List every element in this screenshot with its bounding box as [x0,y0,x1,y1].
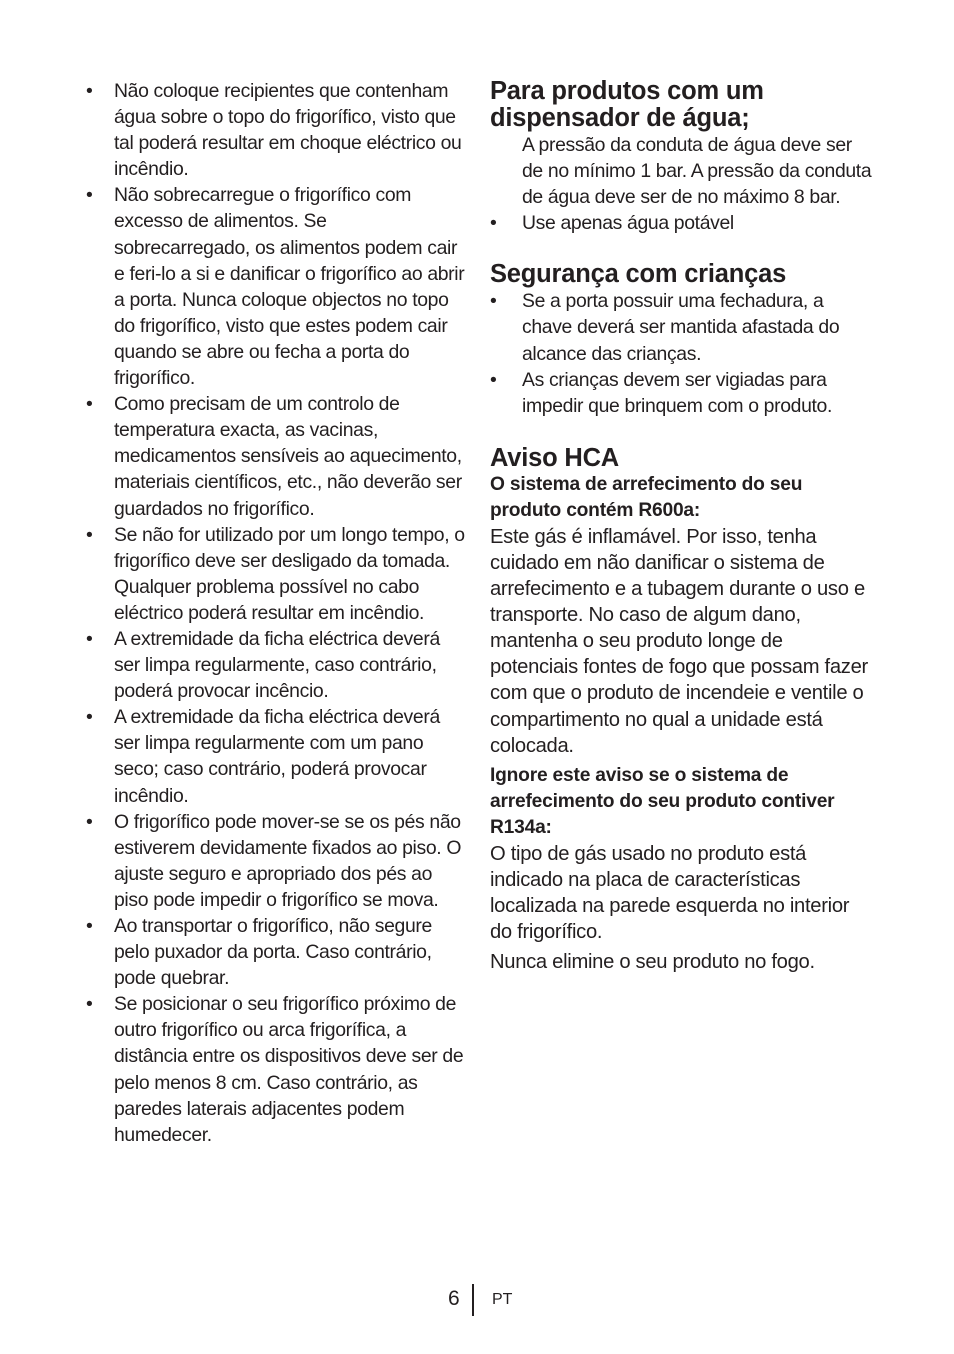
bullet-icon: • [86,184,93,207]
list-item: • A extremidade da ficha eléctrica deverá ser limpa regularmente, caso contrário, poderá provocar incêncio. [86,627,440,703]
water-dispenser-heading: Para produtos com um dispensador de água; [490,77,764,132]
r134a-notice: Ignore este aviso se o sistema de arrefecimento do seu produto contiver R134a: [490,764,835,838]
list-item: • Ao transportar o frigorífico, não segure pelo puxador da porta. Caso contrário, pode quebrar. [86,915,432,990]
child-safety-section [490,261,875,418]
list-item: • Se posicionar o seu frigorífico próximo de outro frigorífico ou arca frigorífica, a distância entre os dispositivos deve ser de pelo menos 8 cm. Caso contrário, as paredes laterais adjacentes podem humedecer. [86,993,464,1146]
left-column [86,78,466,1148]
language-code: PT [492,1291,513,1308]
safety-bullet-list [86,78,466,1148]
bullet-icon: • [86,80,93,102]
fire-disposal-text: Nunca elimine o seu produto no fogo. [490,951,815,974]
child-safety-heading: Segurança com crianças [490,260,787,289]
bullet-icon: • [86,706,93,729]
hca-heading: Aviso HCA [490,443,620,472]
bullet-icon: • [86,915,93,937]
child-safety-bullet-list [490,288,875,418]
bullet-icon: • [490,368,497,391]
bullet-icon: • [86,993,93,1016]
list-item: • Não sobrecarregue o frigorífico com excesso de alimentos. Se sobrecarregado, os alimentos podem cair e feri-lo a si e danificar o frigorífico ao abrir a porta. Nunca coloque objectos no topo do frigorífico, visto que estes podem cair quando se abre ou fecha a porta do frigorífico. [86,184,465,390]
water-dispenser-section [490,78,875,236]
bullet-icon: • [490,212,497,235]
list-item: • Se não for utilizado por um longo tempo, o frigorífico deve ser desligado da tomada. Qualquer problema possível no cabo eléctrico poderá resultar em incêndio. [86,523,465,624]
r600a-text: Este gás é inflamável. Por isso, tenha cuidado em não danificar o sistema de arrefecimento e a tubagem durante o uso e transporte. No caso de algum dano, mantenha o seu produto longe de potenciais fontes de fogo que possam fazer com que o produto de incendeie e ventile o compartimento no qual a unidade está colocada. [490,525,868,757]
r600a-notice: O sistema de arrefecimento do seu produto contém R600a: [490,473,803,521]
right-column [490,78,875,975]
bullet-icon: • [86,393,93,416]
page-number: 6 [448,1287,460,1310]
list-item: • Se a porta possuir uma fechadura, a chave deverá ser mantida afastada do alcance das crianças. [490,290,840,365]
list-item: • As crianças devem ser vigiadas para impedir que brinquem com o produto. [490,368,833,417]
list-item: • Como precisam de um controlo de temperatura exacta, as vacinas, medicamentos sensíveis ao aquecimento, materiais científicos, etc., não deverão ser guardados no frigorífico. [86,393,462,520]
bullet-icon: • [490,290,497,313]
list-item: • Não coloque recipientes que contenham água sobre o topo do frigorífico, visto que tal poderá resultar em choque eléctrico ou incêndio. [86,80,462,181]
list-item: • A extremidade da ficha eléctrica deverá ser limpa regularmente com um pano seco; caso contrário, poderá provocar incêndio. [86,706,440,807]
r134a-text: O tipo de gás usado no produto está indicado na placa de características localizada na parede esquerda no interior do frigorífico. [490,842,850,943]
footer-divider [472,1284,474,1316]
bullet-icon: • [86,810,93,833]
hca-warning-section [490,445,875,975]
list-item: • Use apenas água potável [490,210,875,236]
water-pressure-text: A pressão da conduta de água deve ser de no mínimo 1 bar. A pressão da conduta de água deve ser de no máximo 8 bar. [522,134,872,209]
bullet-icon: • [86,523,93,546]
bullet-icon: • [86,627,93,650]
water-bullet-list [490,210,875,236]
list-item: • O frigorífico pode mover-se se os pés não estiverem devidamente fixados ao piso. O ajuste seguro e apropriado dos pés ao piso pode impedir o frigorífico se mova. [86,810,462,911]
page-footer [0,1284,954,1318]
